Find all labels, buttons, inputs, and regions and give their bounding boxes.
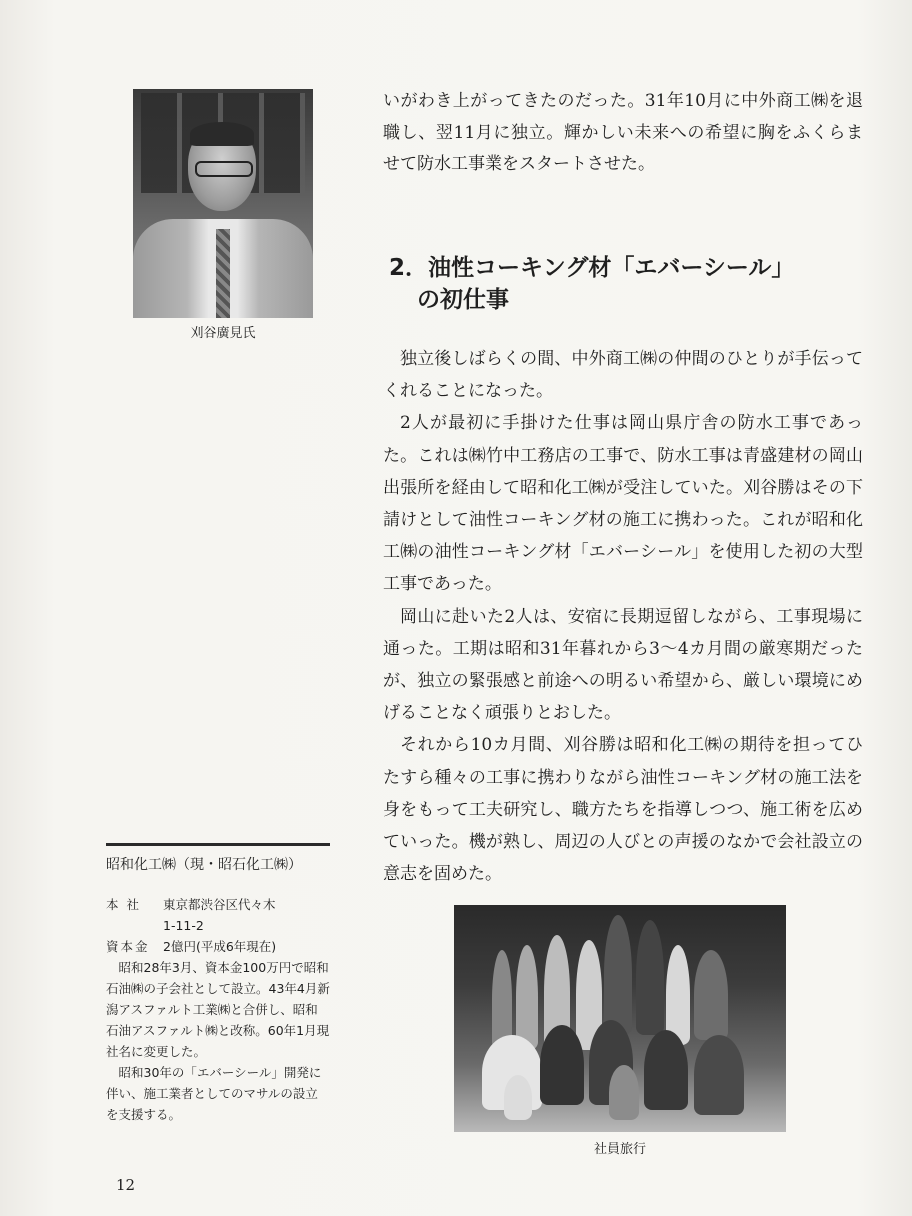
person-figure bbox=[516, 945, 538, 1050]
box-top-rule bbox=[106, 843, 330, 846]
page-number: 12 bbox=[116, 1176, 136, 1194]
company-title: 昭和化工㈱（現・昭石化工㈱） bbox=[106, 857, 302, 873]
person-figure bbox=[604, 915, 632, 1035]
group-photo bbox=[454, 905, 786, 1132]
person-figure bbox=[644, 1030, 688, 1110]
paragraph-1: 独立後しばらくの間、中外商工㈱の仲間のひとりが手伝ってくれることになった。 bbox=[383, 349, 863, 402]
section-heading bbox=[389, 252, 869, 316]
address-row bbox=[106, 894, 330, 915]
address-line1: 東京都渋谷区代々木 bbox=[163, 897, 276, 912]
address-line2: 1-11-2 bbox=[163, 918, 204, 933]
portrait-tie bbox=[216, 229, 230, 318]
company-details bbox=[106, 894, 330, 1125]
company-relation: 昭和30年の「エバーシール」開発に伴い、施工業者としてのマサルの設立を支援する。 bbox=[106, 1065, 322, 1122]
company-info-box bbox=[106, 843, 330, 1125]
paragraph-2: 2人が最初に手掛けた仕事は岡山県庁舎の防水工事であった。これは㈱竹中工務店の工事で、防水工事は青盛建材の岡山出張所を経由して昭和化工㈱が受注していた。刈谷勝はその下請けとして油性コーキング材の施工に携わった。これが昭和化工㈱の油性コーキング材「エバーシール」を使用した初の大型工事であった。 bbox=[383, 413, 863, 595]
dog-figure bbox=[504, 1075, 532, 1120]
intro-paragraph: いがわき上がってきたのだった。31年10月に中外商工㈱を退職し、翌11月に独立。輝かしい未来への希望に胸をふくらませて防水工事業をスタートさせた。 bbox=[383, 91, 863, 175]
portrait-photo bbox=[133, 89, 313, 318]
capital-label: 資本金 bbox=[106, 939, 150, 954]
group-photo-caption: 社員旅行 bbox=[593, 1142, 646, 1157]
person-figure bbox=[540, 1025, 584, 1105]
portrait-glasses bbox=[195, 161, 253, 177]
paragraph-4: それから10カ月間、刈谷勝は昭和化工㈱の期待を担ってひたすら種々の工事に携わりながら油性コーキング材の施工法を身をもって工夫研究し、職方たちを指導しつつ、施工術を広めていった。機が熟し、周辺の人びとの声援のなかで会社設立の意志を固めた。 bbox=[383, 735, 863, 885]
portrait-caption: 刈谷廣見氏 bbox=[190, 326, 256, 341]
capital-value: 2億円(平成6年現在) bbox=[163, 939, 277, 954]
company-history: 昭和28年3月、資本金100万円で昭和石油㈱の子会社として設立。43年4月新潟アスファルト工業㈱と合併し、昭和石油アスファルト㈱と改称。60年1月現社名に変更した。 bbox=[106, 960, 330, 1059]
capital-row bbox=[106, 936, 330, 957]
section-heading-line1: 2．油性コーキング材「エバーシール」 bbox=[389, 255, 795, 281]
person-figure bbox=[694, 1035, 744, 1115]
person-figure bbox=[636, 920, 664, 1035]
section-body bbox=[383, 343, 863, 890]
intro-text bbox=[383, 86, 863, 181]
address-label: 本 社 bbox=[106, 897, 141, 912]
person-figure bbox=[694, 950, 728, 1040]
section-heading-line2: の初仕事 bbox=[417, 287, 509, 313]
person-figure bbox=[609, 1065, 639, 1120]
portrait-hair bbox=[190, 122, 254, 146]
paragraph-3: 岡山に赴いた2人は、安宿に長期逗留しながら、工事現場に通った。工期は昭和31年暮れから3～4カ月間の厳寒期だったが、独立の緊張感と前途への明るい希望から、厳しい環境にめげることなく頑張りとおした。 bbox=[383, 606, 863, 724]
